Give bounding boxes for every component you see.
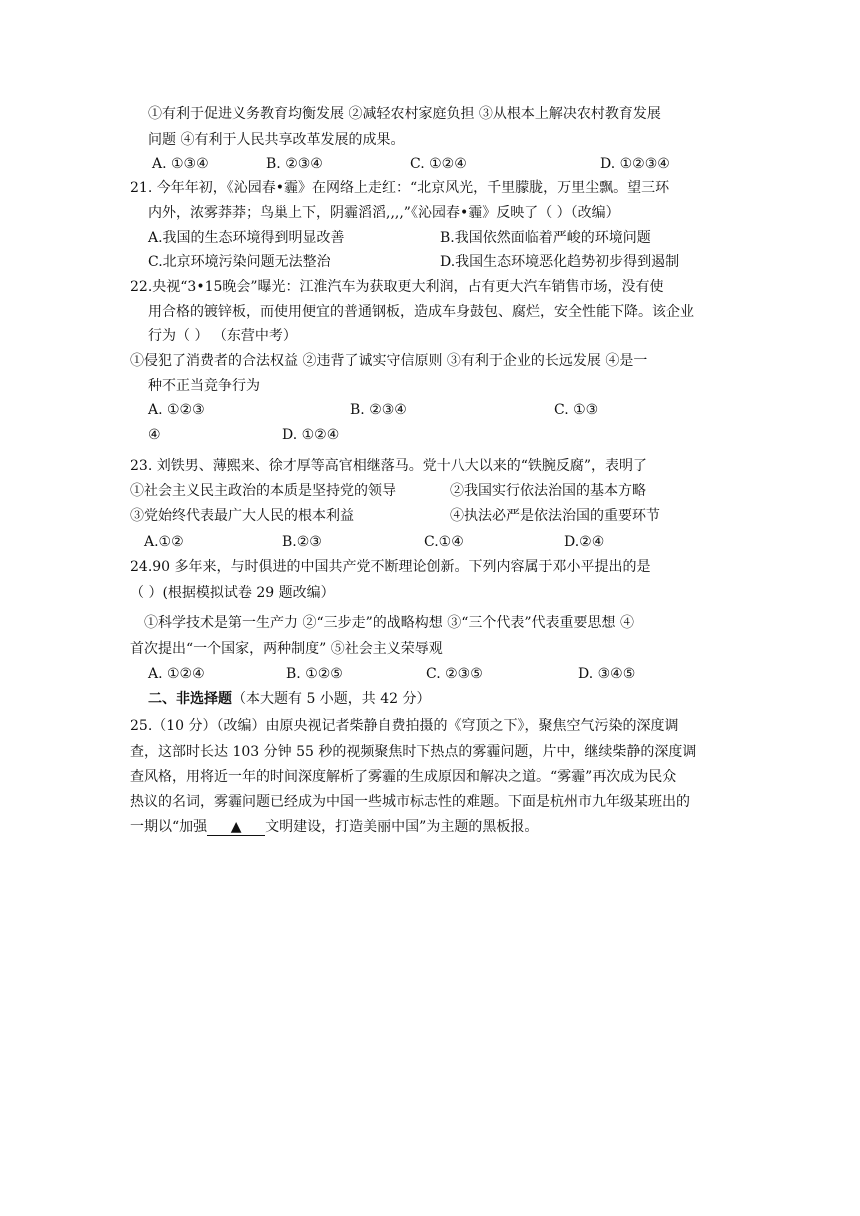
q22-line-2: 用合格的镀锌板，而使用便宜的普通钢板，造成车身鼓包、腐烂，安全性能下降。该企业 [148,304,694,320]
q20-line-1: ①有利于促进义务教育均衡发展 ②减轻农村家庭负担 ③从根本上解决农村教育发展 [148,106,661,122]
q24-option-d: D. ③④⑤ [578,666,636,682]
q23-option-a: A.①② [144,534,184,550]
q25-line-2: 查，这部时长达 103 分钟 55 秒的视频聚焦时下热点的雾霾问题，片中，继续柴静的深度调 [130,744,697,760]
q20-option-d: D. ①②③④ [600,156,670,172]
q23-option-b: B.②③ [282,534,322,550]
q22-option-a: A. ①②③ [148,402,205,418]
q24-option-c: C. ②③⑤ [426,666,483,682]
q22-line-5: 种不正当竞争行为 [148,378,260,394]
q22-line-1: 22.央视“3•15晚会”曝光：江淮汽车为获取更大利润，占有更大汽车销售市场，没有使 [130,279,664,295]
q23-item-4: ④执法必严是依法治国的重要环节 [450,508,660,524]
q20-option-b: B. ②③④ [266,156,323,172]
q24-line-4: 首次提出“一个国家，两种制度” ⑤社会主义荣辱观 [130,641,443,657]
q24-line-1: 24.90 多年来，与时俱进的中国共产党不断理论创新。下列内容属于邓小平提出的是 [130,559,651,575]
q22-option-c-continued: ④ [148,427,161,443]
q21-option-b: B.我国依然面临着严峻的环境问题 [440,230,651,246]
q23-item-3: ③党始终代表最广大人民的根本利益 [130,508,354,524]
q21-option-a: A.我国的生态环境得到明显改善 [148,230,345,246]
q22-line-4: ①侵犯了消费者的合法权益 ②违背了诚实守信原则 ③有利于企业的长远发展 ④是一 [130,353,648,369]
q20-line-2: 问题 ④有利于人民共享改革发展的成果。 [148,132,405,148]
q25-line-5-suffix: 文明建设，打造美丽中国”为主题的黑板报。 [265,819,539,835]
q22-option-c: C. ①③ [554,402,599,418]
q21-line-2: 内外，浓雾莽莽；鸟巢上下，阴霾滔滔,,,,”《沁园春•霾》反映了（ ）（改编） [148,205,620,221]
q23-option-c: C.①④ [424,534,464,550]
q23-item-1: ①社会主义民主政治的本质是坚持党的领导 [130,483,396,499]
q21-line-1: 21. 今年年初，《沁园春•霾》在网络上走红：“北京风光，千里朦胧，万里尘飘。望三环 [130,180,670,196]
q25-line-5 [130,817,538,837]
q23-item-2: ②我国实行依法治国的基本方略 [450,483,646,499]
q24-line-2: （ ）(根据模拟试卷 29 题改编） [130,585,335,601]
q20-option-a: A. ①③④ [152,156,209,172]
q22-line-3: 行为（ ） （东营中考） [148,328,297,344]
q24-option-b: B. ①②⑤ [286,666,343,682]
q21-option-d: D.我国生态环境恶化趋势初步得到遏制 [440,254,680,270]
q20-option-c: C. ①②④ [410,156,467,172]
q21-option-c: C.北京环境污染问题无法整治 [148,254,331,270]
q24-line-3: ①科学技术是第一生产力 ②“三步走”的战略构想 ③“三个代表”代表重要思想 ④ [144,615,634,631]
section-2-heading [148,689,431,709]
q24-option-a: A. ①②④ [148,666,205,682]
section-2-note: （本大题有 5 小题，共 42 分） [232,691,431,707]
section-2-title: 二、非选择题 [148,691,232,707]
fill-in-blank: ▲ [207,819,265,836]
q25-line-5-prefix: 一期以“加强 [130,819,208,835]
q25-line-1: 25.（10 分）（改编）由原央视记者柴静自费拍摄的《穹顶之下》，聚焦空气污染的深度调 [130,718,679,734]
q22-option-b: B. ②③④ [350,402,407,418]
q25-line-4: 热议的名词，雾霾问题已经成为中国一些城市标志性的难题。下面是杭州市九年级某班出的 [130,794,690,810]
q23-line-1: 23. 刘铁男、薄熙来、徐才厚等高官相继落马。党十八大以来的“铁腕反腐”，表明了 [130,458,648,474]
q25-line-3: 查风格，用将近一年的时间深度解析了雾霾的生成原因和解决之道。“雾霾”再次成为民众 [130,769,677,785]
q22-option-d: D. ①②④ [282,427,340,443]
q23-option-d: D.②④ [564,534,605,550]
